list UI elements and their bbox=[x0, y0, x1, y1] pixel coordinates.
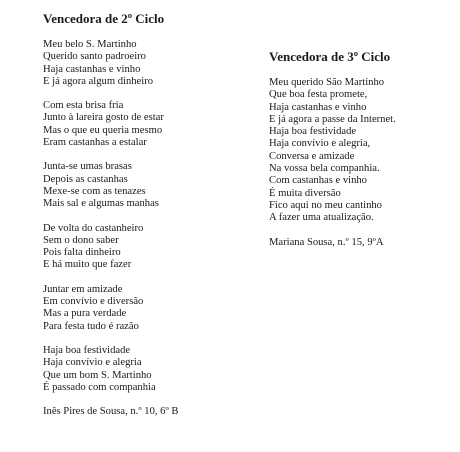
poem-line: Depois as castanhas bbox=[43, 173, 128, 185]
stanza bbox=[43, 100, 243, 149]
left-poem-title: Vencedora de 2º Ciclo bbox=[43, 11, 165, 26]
poem-line: Querido santo padroeiro bbox=[43, 51, 146, 63]
stanza bbox=[43, 161, 243, 210]
poem-line: E há muito que fazer bbox=[43, 259, 132, 271]
poem-line: Haja castanhas e vinho bbox=[269, 101, 367, 113]
poem-line: Haja castanhas e vinho bbox=[43, 63, 141, 75]
poem-line: Que boa festa promete, bbox=[269, 89, 368, 101]
poem-line: Juntar em amizade bbox=[43, 283, 123, 295]
poem-line: Haja boa festividade bbox=[43, 344, 131, 356]
poem-line: E já agora a passe da Internet. bbox=[269, 113, 396, 125]
poem-line: Meu belo S. Martinho bbox=[43, 39, 137, 50]
poem-line: Junto à lareira gosto de estar bbox=[43, 112, 164, 124]
poem-line: Haja convívio e alegria bbox=[43, 357, 142, 369]
poem-line: É passado com companhia bbox=[43, 381, 156, 393]
poem-line: De volta do castanheiro bbox=[43, 222, 144, 234]
stanza bbox=[43, 345, 243, 394]
poem-line: Eram castanhas a estalar bbox=[43, 137, 147, 149]
right-poem bbox=[269, 49, 454, 249]
left-poem bbox=[43, 11, 243, 418]
poem-line: Para festa tudo é razão bbox=[43, 320, 139, 332]
stanza bbox=[43, 284, 243, 333]
poem-line: Meu querido São Martinho bbox=[269, 77, 385, 88]
poem-line: Em convívio e diversão bbox=[43, 296, 144, 308]
left-poem-author: Inês Pires de Sousa, n.º 10, 6º B bbox=[43, 406, 179, 418]
right-poem-author: Mariana Sousa, n.º 15, 9ºA bbox=[269, 236, 384, 248]
stanza bbox=[43, 39, 243, 88]
poem-line: Na vossa bela companhia. bbox=[269, 163, 380, 175]
poem-line: Fico aqui no meu cantinho bbox=[269, 199, 382, 211]
poem-line: Mexe-se com as tenazes bbox=[43, 185, 146, 197]
poem-line: A fazer uma atualização. bbox=[269, 212, 374, 224]
poem-line: Mas a pura verdade bbox=[43, 308, 127, 320]
stanza bbox=[43, 223, 243, 272]
poem-line: E já agora algum dinheiro bbox=[43, 75, 154, 87]
poem-line: Com esta brisa fria bbox=[43, 100, 124, 112]
poem-line: Haja convívio e alegria, bbox=[269, 138, 371, 150]
poem-line: Que um bom S. Martinho bbox=[43, 369, 152, 381]
poem-line: Conversa e amizade bbox=[269, 150, 355, 162]
poem-line: Pois falta dinheiro bbox=[43, 247, 121, 259]
poem-line: Sem o dono saber bbox=[43, 234, 119, 246]
poem-line: Com castanhas e vinho bbox=[269, 175, 367, 187]
right-poem-title: Vencedora de 3º Ciclo bbox=[269, 49, 391, 64]
poem-line: Mas o que eu queria mesmo bbox=[43, 124, 163, 136]
poem-line: Junta-se umas brasas bbox=[43, 161, 132, 173]
poem-line: É muita diversão bbox=[269, 187, 341, 199]
poem-line: Mais sal e algumas manhas bbox=[43, 198, 159, 210]
stanza bbox=[269, 77, 454, 225]
poem-line: Haja boa festividade bbox=[269, 126, 357, 138]
